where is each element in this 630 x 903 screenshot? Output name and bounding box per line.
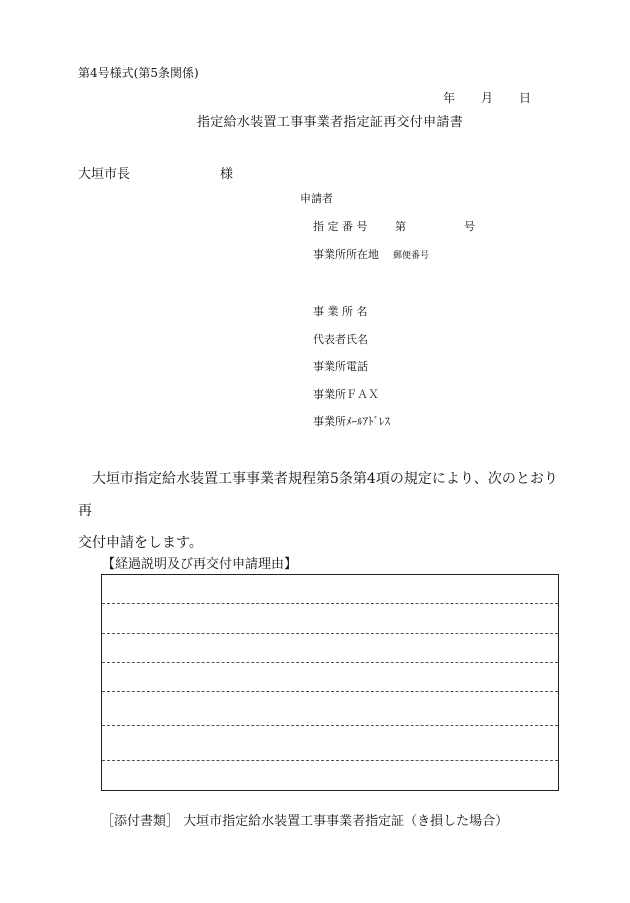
field-office-phone: 事業所電話 — [313, 360, 368, 373]
field-office-address — [313, 246, 430, 262]
date-day-label: 日 — [519, 91, 532, 105]
field-office-fax: 事業所ＦＡＸ — [313, 388, 379, 401]
field-designation-number — [313, 218, 475, 234]
date-month-label: 月 — [481, 91, 494, 105]
field-value-suffix: 号 — [464, 220, 475, 233]
addressee — [78, 163, 234, 182]
field-postal-code-label: 郵便番号 — [393, 251, 430, 261]
reason-writing-box[interactable] — [101, 574, 559, 791]
reason-writing-line — [102, 760, 558, 761]
body-text-line-1: 大垣市指定給水装置工事事業者規程第5条第4項の規定により、次のとおり再 — [78, 471, 558, 519]
reason-writing-line — [102, 603, 558, 604]
field-office-name: 事 業 所 名 — [313, 305, 368, 318]
reason-writing-line — [102, 633, 558, 634]
reason-writing-line — [102, 691, 558, 692]
field-label: 指 定 番 号 — [313, 220, 368, 233]
date-line — [443, 89, 531, 106]
date-year-label: 年 — [443, 91, 456, 105]
reason-section-title: 【経過説明及び再交付申請理由】 — [102, 557, 298, 572]
body-text — [78, 463, 568, 559]
applicant-label: 申請者 — [300, 192, 333, 205]
field-label: 事業所所在地 — [313, 248, 379, 261]
reason-writing-line — [102, 662, 558, 663]
form-number: 第4号様式(第5条関係) — [78, 66, 199, 80]
field-office-email: 事業所ﾒｰﾙｱﾄﾞﾚｽ — [313, 415, 390, 428]
attachment-note: ［添付書類］ 大垣市指定給水装置工事事業者指定証（き損した場合） — [101, 814, 509, 829]
addressee-honorific: 様 — [220, 167, 234, 182]
reason-writing-line — [102, 725, 558, 726]
document-title: 指定給水装置工事事業者指定証再交付申請書 — [197, 115, 464, 130]
addressee-name: 大垣市長 — [78, 167, 131, 182]
field-value-prefix: 第 — [395, 220, 406, 233]
body-text-line-2: 交付申請をします。 — [78, 535, 203, 551]
field-representative-name: 代表者氏名 — [313, 333, 368, 346]
